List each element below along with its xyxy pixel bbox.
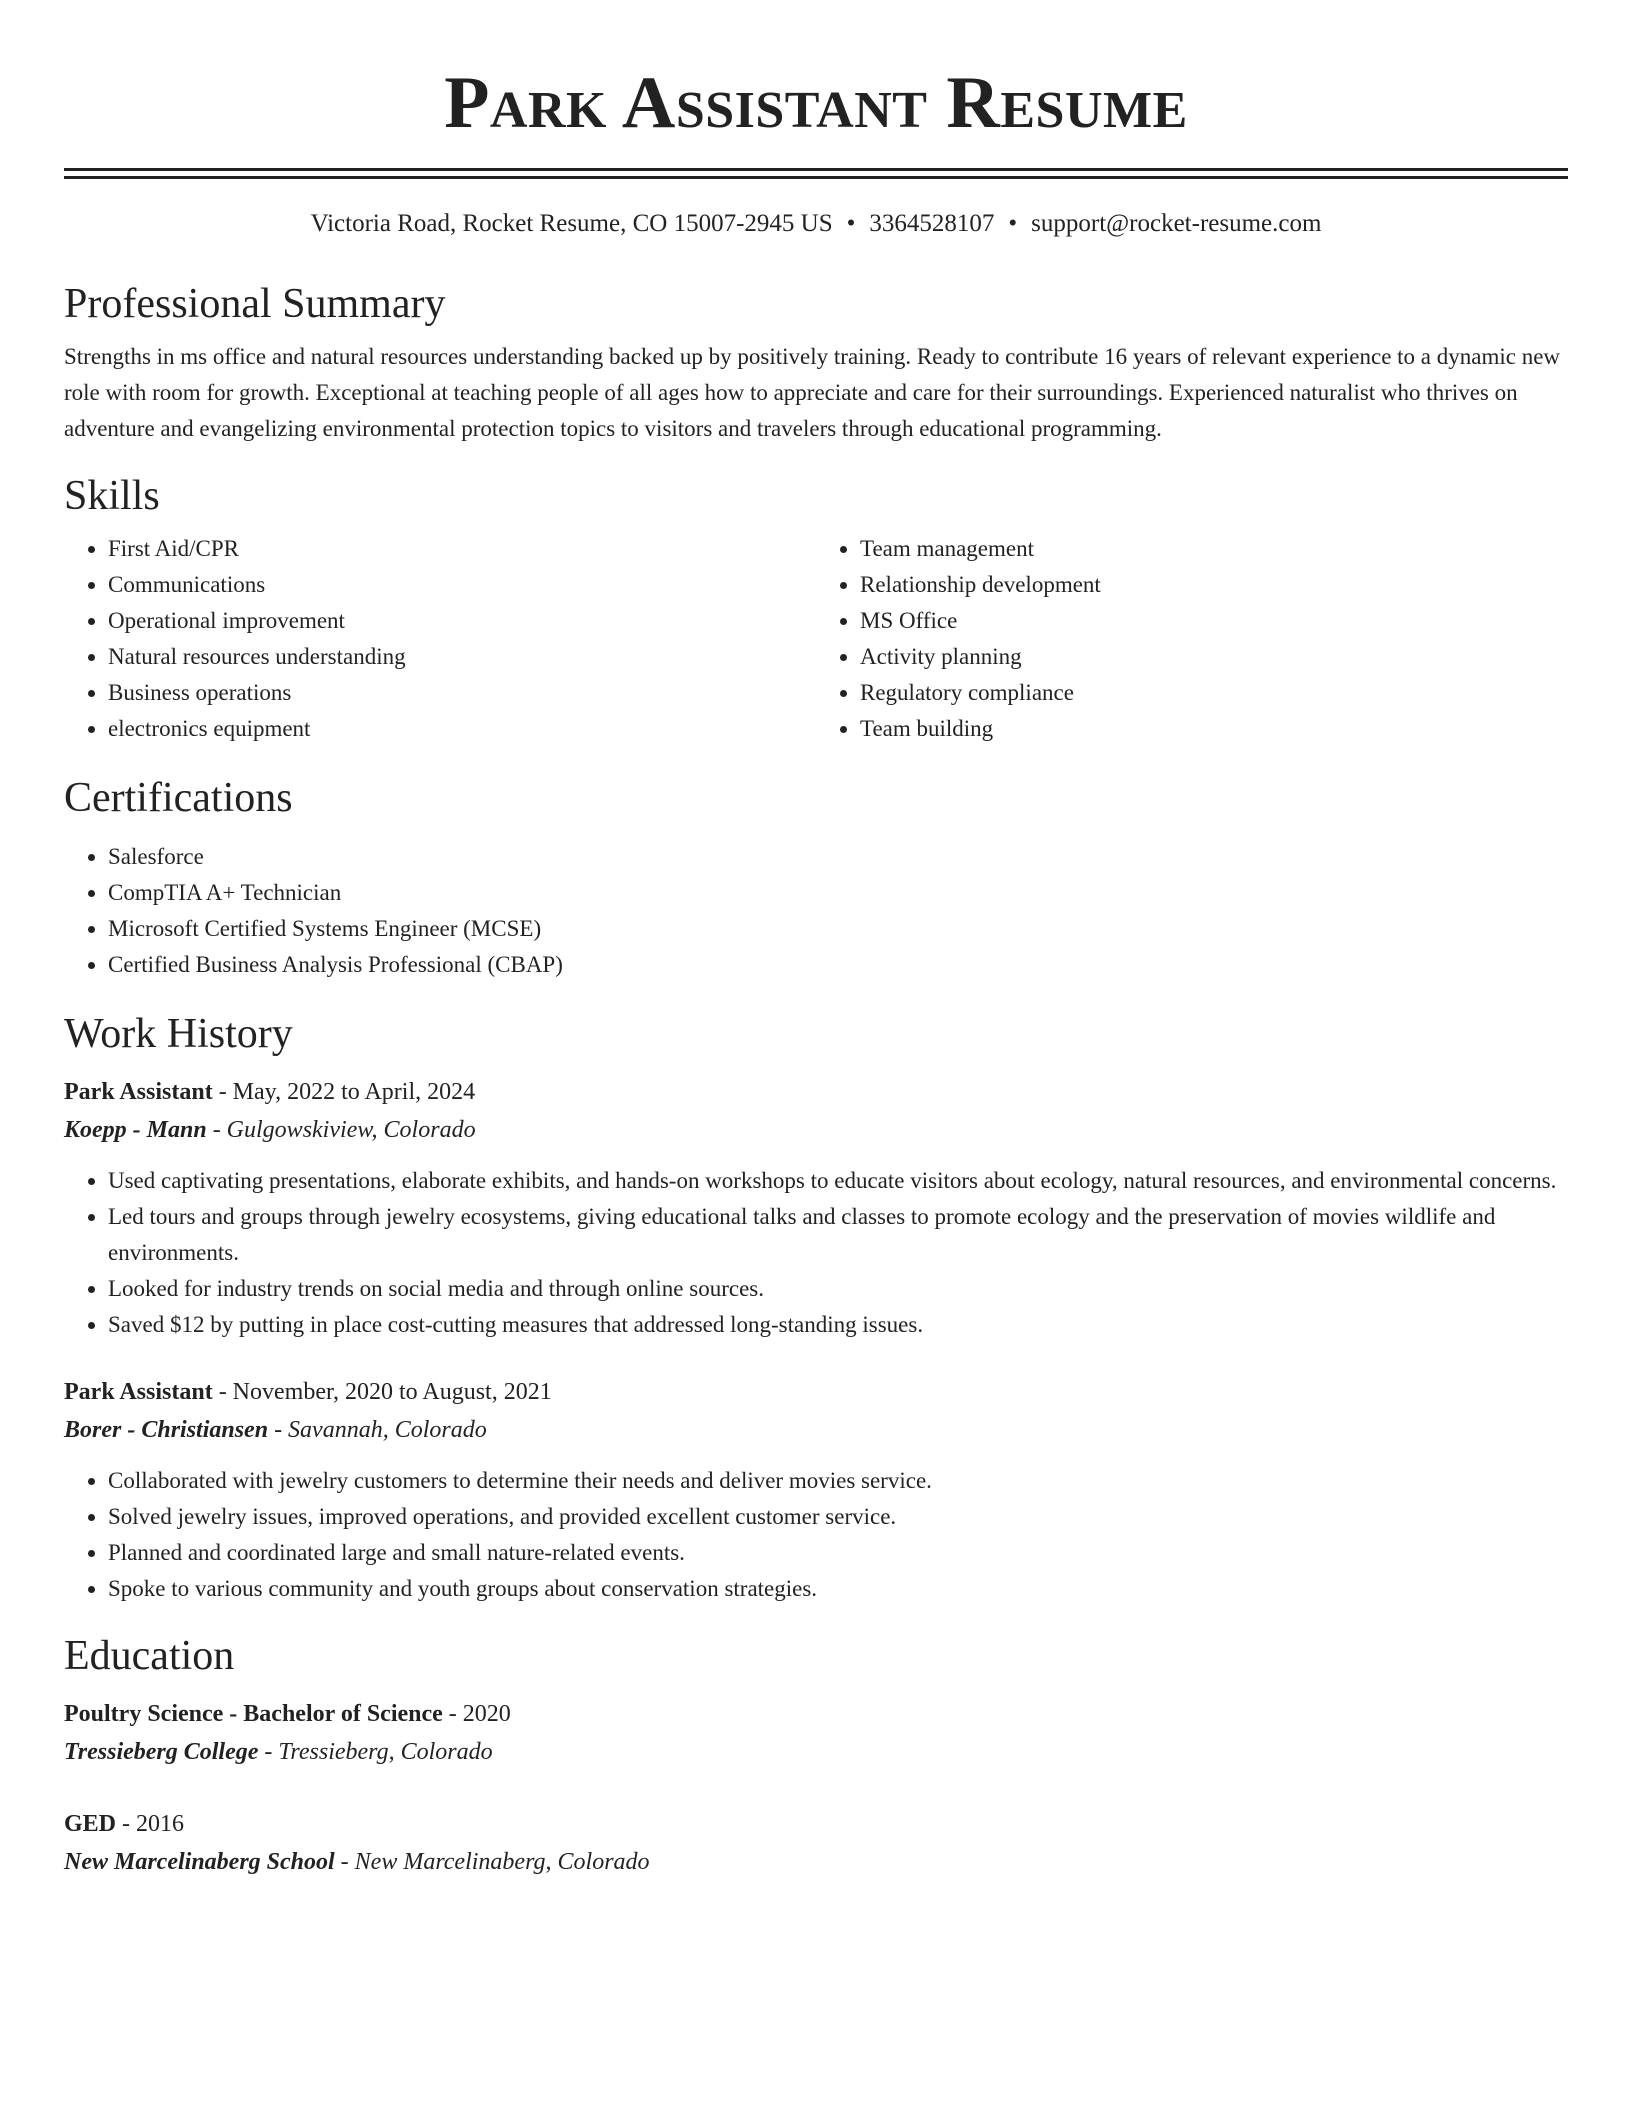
title-divider-bottom (64, 176, 1568, 179)
education-entry (64, 1695, 1568, 1771)
job-title-line (64, 1073, 1568, 1111)
certification-item: • CompTIA A+ Technician (108, 875, 1568, 911)
skill-item: • Business operations (108, 675, 816, 711)
skill-item: • Natural resources understanding (108, 639, 816, 675)
skills-list-right (816, 531, 1568, 747)
skill-item: • Communications (108, 567, 816, 603)
job-bullet: • Looked for industry trends on social media and through online sources. (108, 1271, 1568, 1307)
job-location: - Savannah, Colorado (268, 1417, 487, 1443)
skill-item: • Relationship development (860, 567, 1568, 603)
section-heading-certifications: Certifications (64, 775, 293, 821)
job-location: - Gulgowskiview, Colorado (206, 1117, 476, 1143)
job-bullet: • Solved jewelry issues, improved operations, and provided excellent customer service. (108, 1499, 1568, 1535)
job-bullet: • Used captivating presentations, elaborate exhibits, and hands-on workshops to educate visitors about ecology, natural resources, and environmental concerns. (108, 1163, 1568, 1199)
education-entry (64, 1805, 1568, 1881)
section-heading-education: Education (64, 1633, 235, 1679)
skill-item: • Operational improvement (108, 603, 816, 639)
contact-separator: • (1008, 210, 1018, 237)
job-entry (64, 1373, 1568, 1607)
education-degree: GED (64, 1811, 117, 1837)
certification-item: • Microsoft Certified Systems Engineer (MCSE) (108, 911, 1568, 947)
skill-item: • Activity planning (860, 639, 1568, 675)
summary-text: Strengths in ms office and natural resources understanding backed up by positively training. Ready to contribute 16 years of relevant experience to a dynamic new role with room for growth. Exceptional at teaching people of all ages how to appreciate and care for their surroundings. Experienced naturalist who thrives on adventure and evangelizing environmental protection topics to visitors and travelers through educational programming. (64, 344, 1561, 441)
job-bullet: • Saved $12 by putting in place cost-cutting measures that addressed long-standing issues. (108, 1307, 1568, 1343)
job-employer-line (64, 1411, 1568, 1449)
title-divider-top (64, 168, 1568, 171)
education-degree-line (64, 1805, 1568, 1843)
education-degree-line (64, 1695, 1568, 1733)
certification-item: • Certified Business Analysis Professional (CBAP) (108, 947, 1568, 983)
skill-item: • MS Office (860, 603, 1568, 639)
job-employer: Borer - Christiansen (64, 1417, 269, 1443)
skill-item: • First Aid/CPR (108, 531, 816, 567)
education-school: Tressieberg College (64, 1739, 259, 1765)
education-year: - 2016 (116, 1811, 185, 1837)
skills-columns (64, 531, 1568, 747)
job-bullets (64, 1163, 1568, 1343)
job-title: Park Assistant (64, 1379, 213, 1405)
job-bullet: • Planned and coordinated large and small nature-related events. (108, 1535, 1568, 1571)
job-bullet: • Spoke to various community and youth groups about conservation strategies. (108, 1571, 1568, 1607)
education-year: - 2020 (442, 1701, 511, 1727)
contact-separator: • (846, 210, 856, 237)
education-school: New Marcelinaberg School (64, 1849, 335, 1875)
skill-item: • Team building (860, 711, 1568, 747)
certification-item: • Salesforce (108, 839, 1568, 875)
contact-address: Victoria Road, Rocket Resume, CO 15007-2945 US (310, 210, 833, 237)
skills-list-left (64, 531, 816, 747)
section-heading-work: Work History (64, 1011, 293, 1057)
skill-item: • electronics equipment (108, 711, 816, 747)
skill-item: • Team management (860, 531, 1568, 567)
certifications-list (64, 839, 1568, 983)
job-entry (64, 1073, 1568, 1343)
job-title-line (64, 1373, 1568, 1411)
contact-phone: 3364528107 (869, 210, 995, 237)
job-title: Park Assistant (64, 1079, 213, 1105)
skill-item: • Regulatory compliance (860, 675, 1568, 711)
resume-title: Park Assistant Resume (444, 62, 1188, 144)
section-heading-summary: Professional Summary (64, 281, 446, 327)
job-bullet: • Collaborated with jewelry customers to determine their needs and deliver movies service. (108, 1463, 1568, 1499)
education-degree: Poultry Science - Bachelor of Science (64, 1701, 443, 1727)
job-bullets (64, 1463, 1568, 1607)
education-school-line (64, 1733, 1568, 1771)
contact-line (64, 207, 1568, 241)
section-heading-skills: Skills (64, 473, 160, 519)
contact-email[interactable]: support@rocket-resume.com (1031, 210, 1322, 237)
education-location: - Tressieberg, Colorado (258, 1739, 493, 1765)
job-dates: - May, 2022 to April, 2024 (212, 1079, 476, 1105)
job-dates: - November, 2020 to August, 2021 (212, 1379, 552, 1405)
job-employer-line (64, 1111, 1568, 1149)
job-employer: Koepp - Mann (64, 1117, 207, 1143)
job-bullet: • Led tours and groups through jewelry ecosystems, giving educational talks and classes to promote ecology and the preservation of movies wildlife and environments. (108, 1199, 1568, 1271)
education-location: - New Marcelinaberg, Colorado (334, 1849, 650, 1875)
education-school-line (64, 1843, 1568, 1881)
